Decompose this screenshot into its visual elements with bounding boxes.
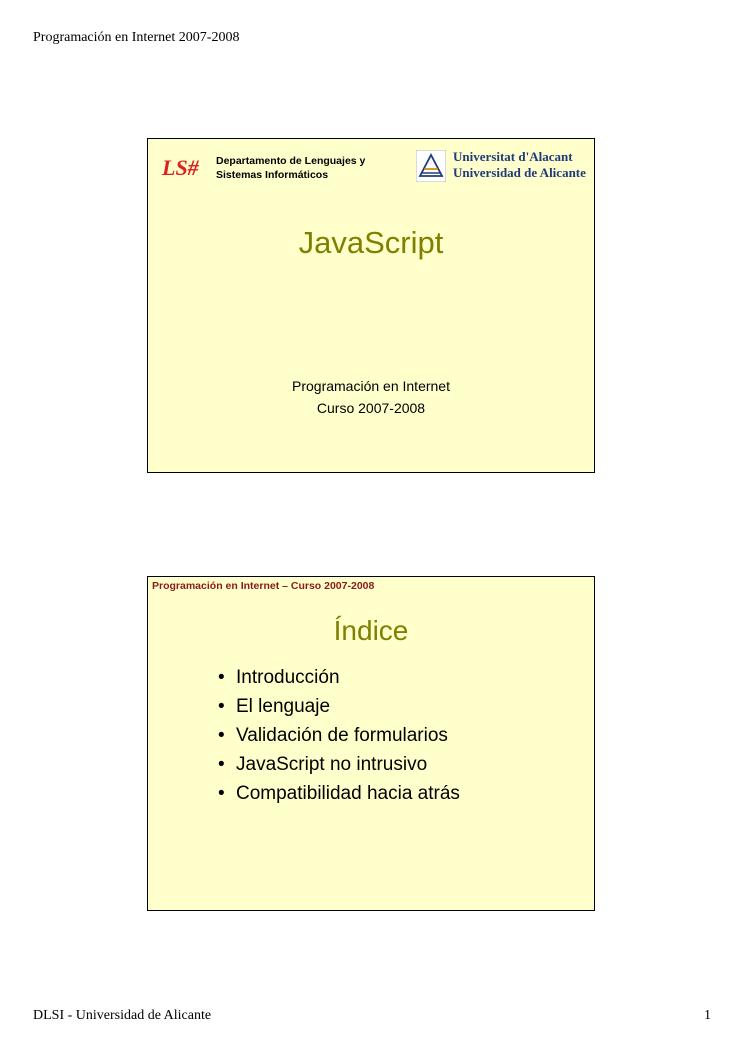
index-slide: [147, 576, 595, 911]
university-names: [453, 149, 586, 181]
list-item: • Validación de formularios: [218, 721, 460, 750]
bullet-icon: •: [218, 783, 225, 804]
slide-title: Índice: [333, 615, 409, 646]
bullet-icon: •: [218, 725, 225, 746]
department-name: Departamento de Lenguajes y Sistemas Informáticos: [216, 155, 366, 181]
page-number: 1: [704, 1008, 711, 1023]
university-emblem-icon: [416, 150, 446, 182]
slide-header: Programación en Internet – Curso 2007-2008: [152, 580, 375, 592]
bullet-icon: •: [218, 667, 225, 688]
page-footer: DLSI - Universidad de Alicante: [33, 1008, 212, 1023]
list-item: • Introducción: [218, 663, 460, 692]
page-header: Programación en Internet 2007-2008: [33, 30, 240, 45]
course-year: Curso 2007-2008: [316, 400, 426, 416]
list-item: • Compatibilidad hacia atrás: [218, 779, 460, 808]
title-slide: [147, 138, 595, 473]
svg-text:LS#: LS#: [162, 155, 199, 180]
index-list: [218, 663, 460, 808]
bullet-icon: •: [218, 696, 225, 717]
university-name-spanish: Universidad de Alicante: [453, 165, 586, 180]
slide-subtitle: [148, 375, 594, 419]
course-name: Programación en Internet: [292, 378, 450, 394]
bullet-icon: •: [218, 754, 225, 775]
dlsi-logo: [160, 153, 212, 181]
list-item: • JavaScript no intrusivo: [218, 750, 460, 779]
slide-title: JavaScript: [298, 225, 444, 260]
university-name-valencian: Universitat d'Alacant: [453, 149, 573, 164]
list-item: • El lenguaje: [218, 692, 460, 721]
